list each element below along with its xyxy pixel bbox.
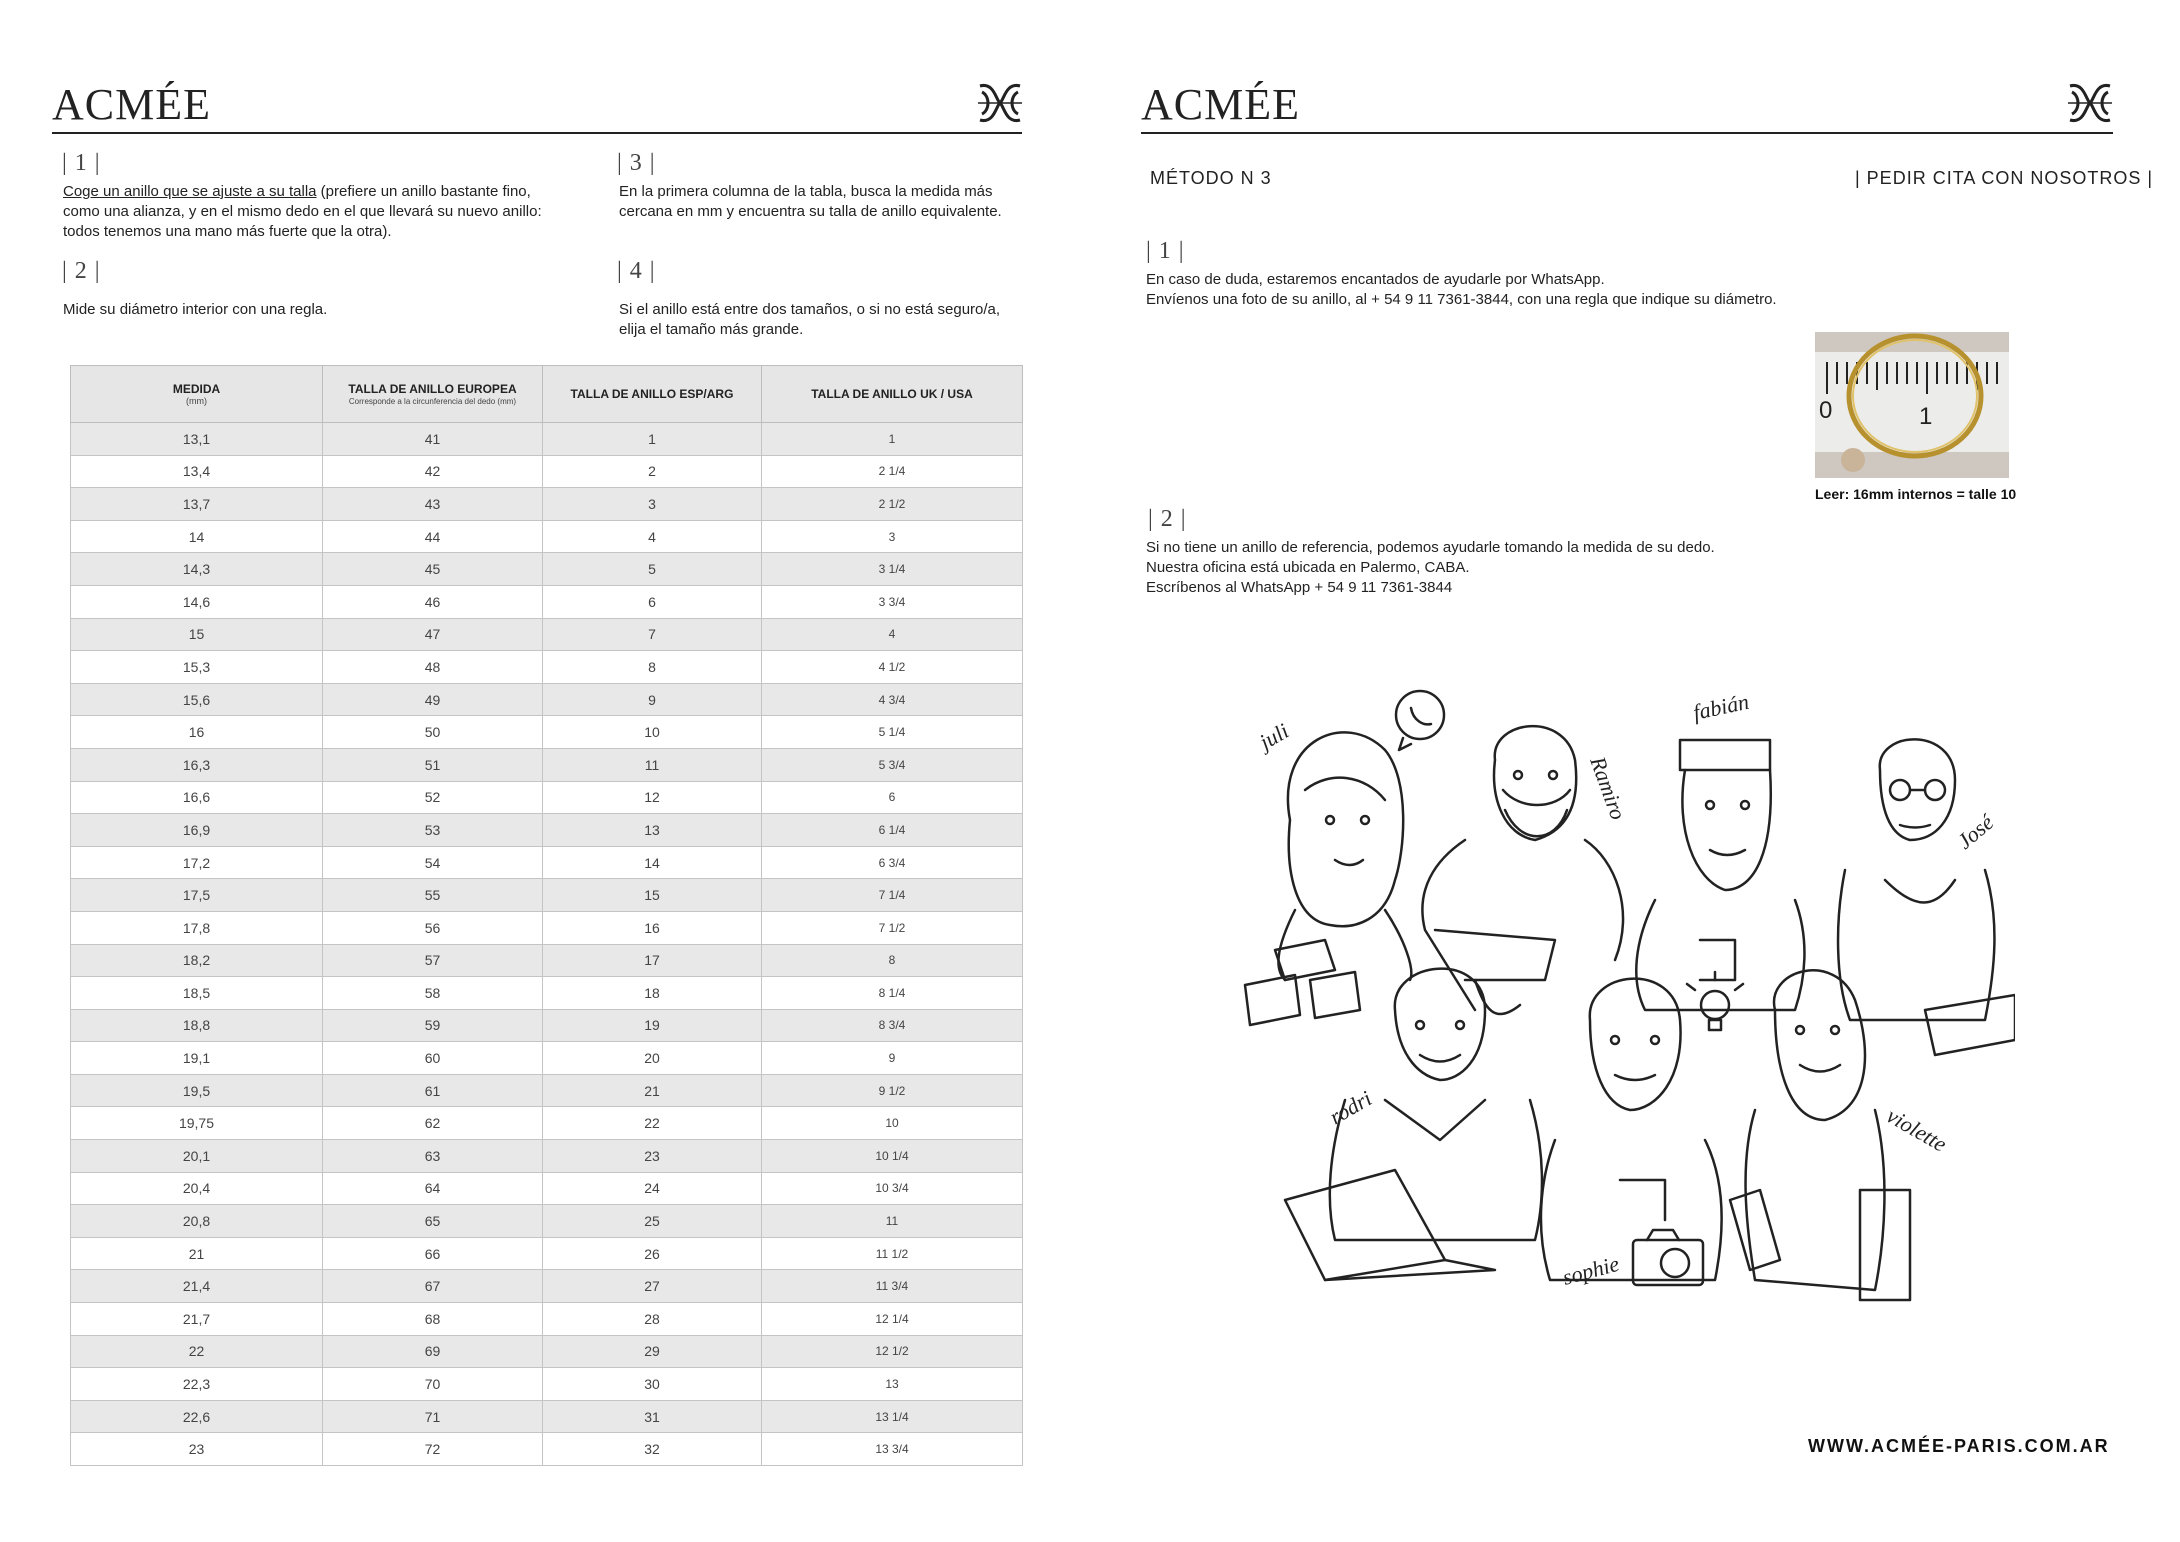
table-row bbox=[71, 1433, 1023, 1466]
cell-medida: 22 bbox=[71, 1335, 323, 1368]
cell-talla-esp-arg: 26 bbox=[543, 1237, 762, 1270]
cell-talla-esp-arg: 12 bbox=[543, 781, 762, 814]
cell-medida: 17,2 bbox=[71, 846, 323, 879]
cell-talla-uk-usa: 11 1/2 bbox=[762, 1237, 1023, 1270]
step-4-text: Si el anillo está entre dos tamaños, o si no está seguro/a, elija el tamaño más grande. bbox=[619, 301, 1001, 338]
cell-talla-esp-arg: 17 bbox=[543, 944, 762, 977]
cell-talla-europea: 47 bbox=[323, 618, 543, 651]
cell-talla-esp-arg: 7 bbox=[543, 618, 762, 651]
person-sophie bbox=[1541, 979, 1722, 1280]
cell-medida: 14,6 bbox=[71, 585, 323, 618]
website-link[interactable]: WWW.ACMÉE-PARIS.COM.AR bbox=[1808, 1436, 2110, 1456]
table-row bbox=[71, 911, 1023, 944]
brand-logotype-left: ACMÉE bbox=[52, 80, 211, 129]
cell-medida: 18,5 bbox=[71, 977, 323, 1010]
cell-talla-uk-usa: 6 bbox=[762, 781, 1023, 814]
table-row bbox=[71, 814, 1023, 847]
cell-talla-uk-usa: 8 1/4 bbox=[762, 977, 1023, 1010]
cell-talla-europea: 67 bbox=[323, 1270, 543, 1303]
header-medida: MEDIDA (mm) bbox=[71, 366, 323, 423]
table-row bbox=[71, 585, 1023, 618]
step-2-number: | 2 | bbox=[62, 258, 101, 284]
cell-talla-europea: 56 bbox=[323, 911, 543, 944]
contact-step-1-number: | 1 | bbox=[1146, 238, 1185, 264]
cell-talla-uk-usa: 8 3/4 bbox=[762, 1009, 1023, 1042]
cell-talla-europea: 53 bbox=[323, 814, 543, 847]
cell-talla-europea: 43 bbox=[323, 488, 543, 521]
table-body bbox=[71, 423, 1023, 1466]
cell-talla-uk-usa: 8 bbox=[762, 944, 1023, 977]
cell-talla-esp-arg: 19 bbox=[543, 1009, 762, 1042]
cell-medida: 13,4 bbox=[71, 455, 323, 488]
cell-medida: 20,8 bbox=[71, 1205, 323, 1238]
step-1-text bbox=[63, 182, 543, 242]
cell-talla-uk-usa: 4 3/4 bbox=[762, 683, 1023, 716]
cell-medida: 17,8 bbox=[71, 911, 323, 944]
cell-talla-europea: 69 bbox=[323, 1335, 543, 1368]
cell-talla-uk-usa: 9 1/2 bbox=[762, 1074, 1023, 1107]
table-row bbox=[71, 1172, 1023, 1205]
cell-talla-uk-usa: 5 3/4 bbox=[762, 748, 1023, 781]
cell-talla-europea: 66 bbox=[323, 1237, 543, 1270]
table-row bbox=[71, 944, 1023, 977]
cell-talla-uk-usa: 5 1/4 bbox=[762, 716, 1023, 749]
table-row bbox=[71, 1107, 1023, 1140]
cell-talla-europea: 54 bbox=[323, 846, 543, 879]
cell-talla-esp-arg: 8 bbox=[543, 651, 762, 684]
cell-talla-europea: 57 bbox=[323, 944, 543, 977]
cell-talla-uk-usa: 13 3/4 bbox=[762, 1433, 1023, 1466]
cell-talla-europea: 62 bbox=[323, 1107, 543, 1140]
cell-medida: 13,7 bbox=[71, 488, 323, 521]
table-header-row bbox=[71, 366, 1023, 423]
person-juli bbox=[1278, 732, 1411, 980]
whatsapp-icon bbox=[1396, 691, 1444, 750]
table-row bbox=[71, 1270, 1023, 1303]
cell-talla-uk-usa: 4 1/2 bbox=[762, 651, 1023, 684]
cell-talla-esp-arg: 10 bbox=[543, 716, 762, 749]
cell-talla-europea: 64 bbox=[323, 1172, 543, 1205]
camera-icon bbox=[1633, 1230, 1703, 1285]
cell-medida: 19,5 bbox=[71, 1074, 323, 1107]
cell-talla-esp-arg: 21 bbox=[543, 1074, 762, 1107]
cell-talla-uk-usa: 6 1/4 bbox=[762, 814, 1023, 847]
cell-talla-esp-arg: 14 bbox=[543, 846, 762, 879]
step-4-number: | 4 | bbox=[617, 258, 656, 284]
cell-talla-uk-usa: 10 bbox=[762, 1107, 1023, 1140]
cell-talla-europea: 72 bbox=[323, 1433, 543, 1466]
step-3-number: | 3 | bbox=[617, 150, 656, 176]
cell-talla-europea: 50 bbox=[323, 716, 543, 749]
table-row bbox=[71, 553, 1023, 586]
cell-talla-esp-arg: 20 bbox=[543, 1042, 762, 1075]
table-row bbox=[71, 618, 1023, 651]
header-talla-esp-arg: TALLA DE ANILLO ESP/ARG bbox=[543, 366, 762, 423]
label-sophie: sophie bbox=[1559, 1250, 1622, 1290]
table-row bbox=[71, 455, 1023, 488]
ring-size-table bbox=[70, 365, 1023, 1466]
contact-step-1-text: En caso de duda, estaremos encantados de ayudarle por WhatsApp. Envíenos una foto de su anillo, al + 54 9 11 7361-3844, con una regla que indique su diámetro. bbox=[1146, 271, 1777, 308]
cell-talla-esp-arg: 23 bbox=[543, 1140, 762, 1173]
table-row bbox=[71, 520, 1023, 553]
team-illustration bbox=[1235, 680, 2015, 1340]
cell-talla-uk-usa: 9 bbox=[762, 1042, 1023, 1075]
table-row bbox=[71, 423, 1023, 456]
cell-medida: 13,1 bbox=[71, 423, 323, 456]
step-1-number: | 1 | bbox=[62, 150, 101, 176]
cell-talla-esp-arg: 22 bbox=[543, 1107, 762, 1140]
cell-talla-uk-usa: 3 3/4 bbox=[762, 585, 1023, 618]
cell-medida: 20,1 bbox=[71, 1140, 323, 1173]
table-row bbox=[71, 1335, 1023, 1368]
label-ramiro: Ramiro bbox=[1585, 753, 1632, 823]
cell-talla-europea: 42 bbox=[323, 455, 543, 488]
cell-talla-europea: 59 bbox=[323, 1009, 543, 1042]
header-rule-left bbox=[52, 132, 1022, 134]
table-row bbox=[71, 1074, 1023, 1107]
cell-medida: 16,3 bbox=[71, 748, 323, 781]
label-rodri: rodri bbox=[1325, 1085, 1376, 1130]
cell-medida: 15,3 bbox=[71, 651, 323, 684]
cell-talla-uk-usa: 12 1/4 bbox=[762, 1303, 1023, 1336]
cell-talla-esp-arg: 32 bbox=[543, 1433, 762, 1466]
cell-talla-esp-arg: 25 bbox=[543, 1205, 762, 1238]
cell-medida: 20,4 bbox=[71, 1172, 323, 1205]
cell-talla-uk-usa: 10 1/4 bbox=[762, 1140, 1023, 1173]
table-row bbox=[71, 1237, 1023, 1270]
cell-medida: 18,8 bbox=[71, 1009, 323, 1042]
cell-talla-esp-arg: 16 bbox=[543, 911, 762, 944]
cell-talla-europea: 48 bbox=[323, 651, 543, 684]
label-jose: José bbox=[1952, 809, 1999, 854]
cell-talla-uk-usa: 6 3/4 bbox=[762, 846, 1023, 879]
step-3-text: En la primera columna de la tabla, busca la medida más cercana en mm y encuentra su talla de anillo equivalente. bbox=[619, 183, 1002, 220]
acmee-monogram-icon bbox=[976, 80, 1024, 126]
table-row bbox=[71, 748, 1023, 781]
table-row bbox=[71, 683, 1023, 716]
ring-ruler-photo bbox=[1815, 332, 2009, 478]
cell-medida: 21,7 bbox=[71, 1303, 323, 1336]
table-row bbox=[71, 1042, 1023, 1075]
cell-talla-europea: 58 bbox=[323, 977, 543, 1010]
cell-medida: 14,3 bbox=[71, 553, 323, 586]
cell-talla-esp-arg: 2 bbox=[543, 455, 762, 488]
cell-talla-europea: 51 bbox=[323, 748, 543, 781]
brand-logotype-right: ACMÉE bbox=[1141, 80, 1300, 129]
table-row bbox=[71, 1400, 1023, 1433]
cell-talla-esp-arg: 6 bbox=[543, 585, 762, 618]
cell-talla-uk-usa: 2 1/2 bbox=[762, 488, 1023, 521]
table-row bbox=[71, 879, 1023, 912]
table-row bbox=[71, 781, 1023, 814]
cell-talla-europea: 46 bbox=[323, 585, 543, 618]
cell-medida: 15 bbox=[71, 618, 323, 651]
header-rule-right bbox=[1141, 132, 2113, 134]
table-row bbox=[71, 651, 1023, 684]
label-fabian: fabián bbox=[1690, 688, 1752, 725]
cell-talla-europea: 45 bbox=[323, 553, 543, 586]
cell-talla-esp-arg: 11 bbox=[543, 748, 762, 781]
label-juli: juli bbox=[1255, 718, 1293, 755]
cell-talla-europea: 60 bbox=[323, 1042, 543, 1075]
method-title: MÉTODO N 3 bbox=[1150, 168, 1272, 188]
cell-talla-europea: 63 bbox=[323, 1140, 543, 1173]
table-row bbox=[71, 488, 1023, 521]
cell-medida: 22,3 bbox=[71, 1368, 323, 1401]
cell-talla-uk-usa: 3 bbox=[762, 520, 1023, 553]
cell-medida: 19,75 bbox=[71, 1107, 323, 1140]
cell-talla-esp-arg: 3 bbox=[543, 488, 762, 521]
cell-talla-uk-usa: 13 bbox=[762, 1368, 1023, 1401]
cell-talla-europea: 68 bbox=[323, 1303, 543, 1336]
header-talla-europea: TALLA DE ANILLO EUROPEA Corresponde a la circunferencia del dedo (mm) bbox=[323, 366, 543, 423]
cell-medida: 16 bbox=[71, 716, 323, 749]
cell-talla-esp-arg: 4 bbox=[543, 520, 762, 553]
cell-talla-europea: 70 bbox=[323, 1368, 543, 1401]
table-row bbox=[71, 1303, 1023, 1336]
cell-talla-europea: 49 bbox=[323, 683, 543, 716]
ruler-label-1: 1 bbox=[1919, 403, 1933, 430]
cell-talla-uk-usa: 1 bbox=[762, 423, 1023, 456]
cell-talla-uk-usa: 13 1/4 bbox=[762, 1400, 1023, 1433]
label-violette: violette bbox=[1882, 1102, 1952, 1157]
cell-talla-europea: 44 bbox=[323, 520, 543, 553]
person-jose bbox=[1838, 739, 1994, 1020]
cell-talla-uk-usa: 3 1/4 bbox=[762, 553, 1023, 586]
cell-talla-esp-arg: 9 bbox=[543, 683, 762, 716]
cell-talla-esp-arg: 31 bbox=[543, 1400, 762, 1433]
appointment-title[interactable]: | PEDIR CITA CON NOSOTROS | bbox=[1855, 168, 2154, 188]
cell-talla-esp-arg: 5 bbox=[543, 553, 762, 586]
cell-talla-europea: 55 bbox=[323, 879, 543, 912]
cell-talla-uk-usa: 10 3/4 bbox=[762, 1172, 1023, 1205]
cell-talla-uk-usa: 11 bbox=[762, 1205, 1023, 1238]
cell-talla-esp-arg: 18 bbox=[543, 977, 762, 1010]
cell-talla-uk-usa: 7 1/2 bbox=[762, 911, 1023, 944]
table-row bbox=[71, 846, 1023, 879]
cell-talla-europea: 61 bbox=[323, 1074, 543, 1107]
boxes bbox=[1245, 940, 2015, 1055]
cell-medida: 16,6 bbox=[71, 781, 323, 814]
ruler-label-0: 0 bbox=[1819, 397, 1833, 424]
person-fabian bbox=[1636, 740, 1804, 1010]
cell-medida: 16,9 bbox=[71, 814, 323, 847]
cell-talla-esp-arg: 24 bbox=[543, 1172, 762, 1205]
cell-medida: 17,5 bbox=[71, 879, 323, 912]
cell-talla-europea: 41 bbox=[323, 423, 543, 456]
cell-talla-esp-arg: 13 bbox=[543, 814, 762, 847]
cell-talla-uk-usa: 2 1/4 bbox=[762, 455, 1023, 488]
cell-talla-europea: 71 bbox=[323, 1400, 543, 1433]
cell-talla-esp-arg: 28 bbox=[543, 1303, 762, 1336]
header-talla-uk-usa: TALLA DE ANILLO UK / USA bbox=[762, 366, 1023, 423]
cell-medida: 21,4 bbox=[71, 1270, 323, 1303]
photo-caption: Leer: 16mm internos = talle 10 bbox=[1815, 486, 2017, 502]
table-row bbox=[71, 716, 1023, 749]
cell-medida: 18,2 bbox=[71, 944, 323, 977]
cell-medida: 19,1 bbox=[71, 1042, 323, 1075]
table-row bbox=[71, 1140, 1023, 1173]
step-1-link[interactable]: Coge un anillo que se ajuste a su talla bbox=[63, 183, 317, 200]
step-1-body: (prefiere un anillo bastante fino, como una alianza, y en el mismo dedo en el que llevará su nuevo anillo: todos tenemos una mano más fuerte que la otra). bbox=[63, 183, 542, 240]
cell-talla-uk-usa: 4 bbox=[762, 618, 1023, 651]
cell-talla-esp-arg: 29 bbox=[543, 1335, 762, 1368]
cell-talla-esp-arg: 30 bbox=[543, 1368, 762, 1401]
table-row bbox=[71, 977, 1023, 1010]
cell-talla-europea: 52 bbox=[323, 781, 543, 814]
table-row bbox=[71, 1009, 1023, 1042]
cell-talla-esp-arg: 1 bbox=[543, 423, 762, 456]
cell-medida: 23 bbox=[71, 1433, 323, 1466]
cell-medida: 15,6 bbox=[71, 683, 323, 716]
step-2-text: Mide su diámetro interior con una regla. bbox=[63, 301, 328, 318]
table-row bbox=[71, 1368, 1023, 1401]
cell-talla-esp-arg: 27 bbox=[543, 1270, 762, 1303]
cell-medida: 22,6 bbox=[71, 1400, 323, 1433]
laptop-icon bbox=[1285, 1170, 1495, 1280]
table-row bbox=[71, 1205, 1023, 1238]
cell-talla-uk-usa: 11 3/4 bbox=[762, 1270, 1023, 1303]
contact-step-2-number: | 2 | bbox=[1148, 506, 1187, 532]
cell-talla-europea: 65 bbox=[323, 1205, 543, 1238]
cell-talla-uk-usa: 12 1/2 bbox=[762, 1335, 1023, 1368]
contact-step-2-text: Si no tiene un anillo de referencia, podemos ayudarle tomando la medida de su dedo. Nuestra oficina está ubicada en Palermo, CABA. Escríbenos al WhatsApp + 54 9 11 7361-3844 bbox=[1146, 539, 1715, 596]
cell-talla-uk-usa: 7 1/4 bbox=[762, 879, 1023, 912]
cell-medida: 21 bbox=[71, 1237, 323, 1270]
cell-medida: 14 bbox=[71, 520, 323, 553]
cell-talla-esp-arg: 15 bbox=[543, 879, 762, 912]
acmee-monogram-icon bbox=[2066, 80, 2114, 126]
